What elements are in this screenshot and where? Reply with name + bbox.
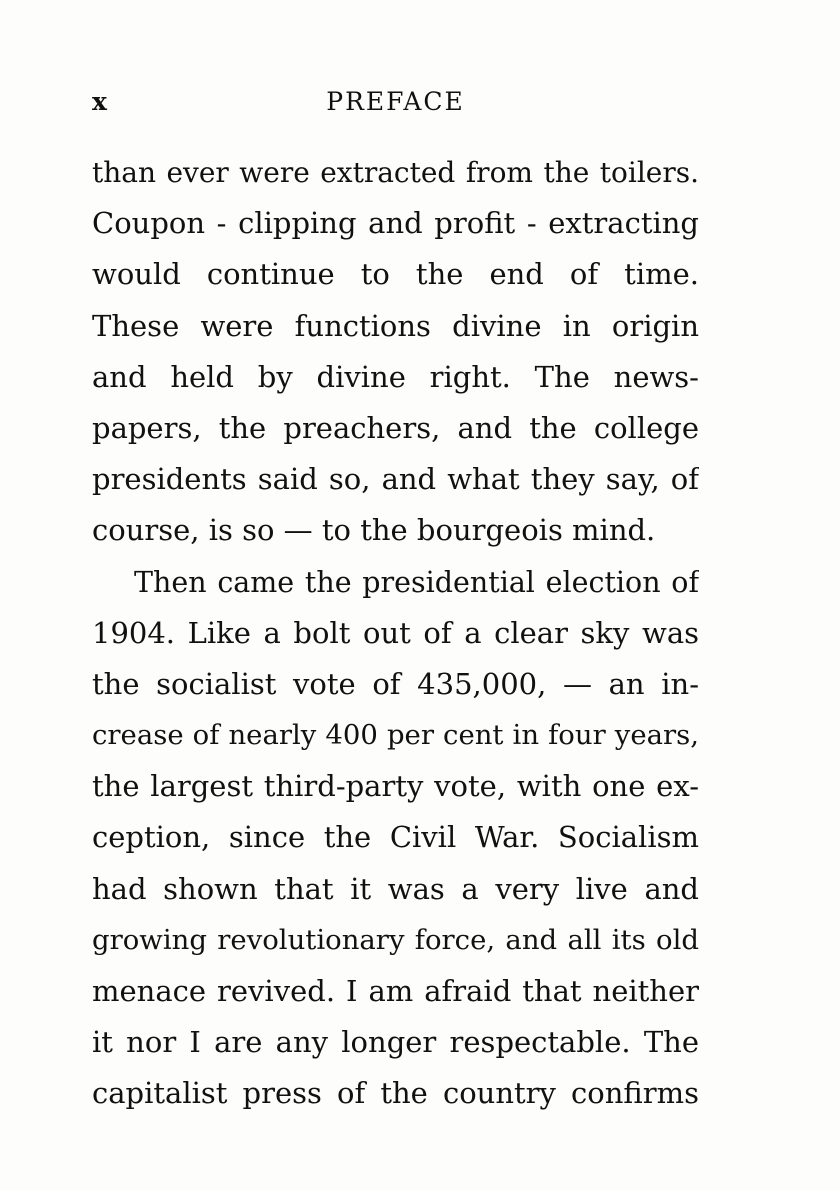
text-line: would continue to the end of time. (92, 257, 699, 292)
page-header (92, 82, 699, 122)
paragraph-1 (92, 147, 699, 557)
text-line: growing revolutionary force, and all its old (92, 923, 699, 956)
text-line: papers, the preachers, and the college (92, 410, 699, 445)
running-title: PREFACE (326, 87, 465, 116)
text-line: Then came the presidential election of (134, 565, 699, 599)
body-text (92, 147, 699, 1120)
text-line: presidents said so, and what they say, of (92, 462, 699, 497)
text-line: the socialist vote of 435,000, — an in- (92, 666, 699, 701)
text-line: it nor I are any longer respectable. The (92, 1025, 699, 1060)
text-line: had shown that it was a very live and (92, 871, 699, 906)
text-line: menace revived. I am afraid that neither (92, 974, 699, 1008)
paragraph-2 (92, 557, 699, 1120)
text-line: course, is so — to the bourgeois mind. (92, 513, 656, 548)
text-line: crease of nearly 400 per cent in four years, (92, 719, 699, 752)
text-line: than ever were extracted from the toilers. (92, 156, 699, 189)
text-line: 1904. Like a bolt out of a clear sky was (92, 615, 699, 650)
text-line: and held by divine right. The news- (92, 359, 699, 394)
text-line: These were functions divine in origin (92, 308, 699, 343)
text-line: ception, since the Civil War. Socialism (92, 820, 699, 855)
text-line: Coupon - clipping and profit - extracting (92, 206, 699, 241)
page-number: x (92, 87, 107, 116)
text-line: capitalist press of the country confirms (92, 1076, 699, 1111)
text-line: the largest third-party vote, with one ex- (92, 769, 699, 804)
